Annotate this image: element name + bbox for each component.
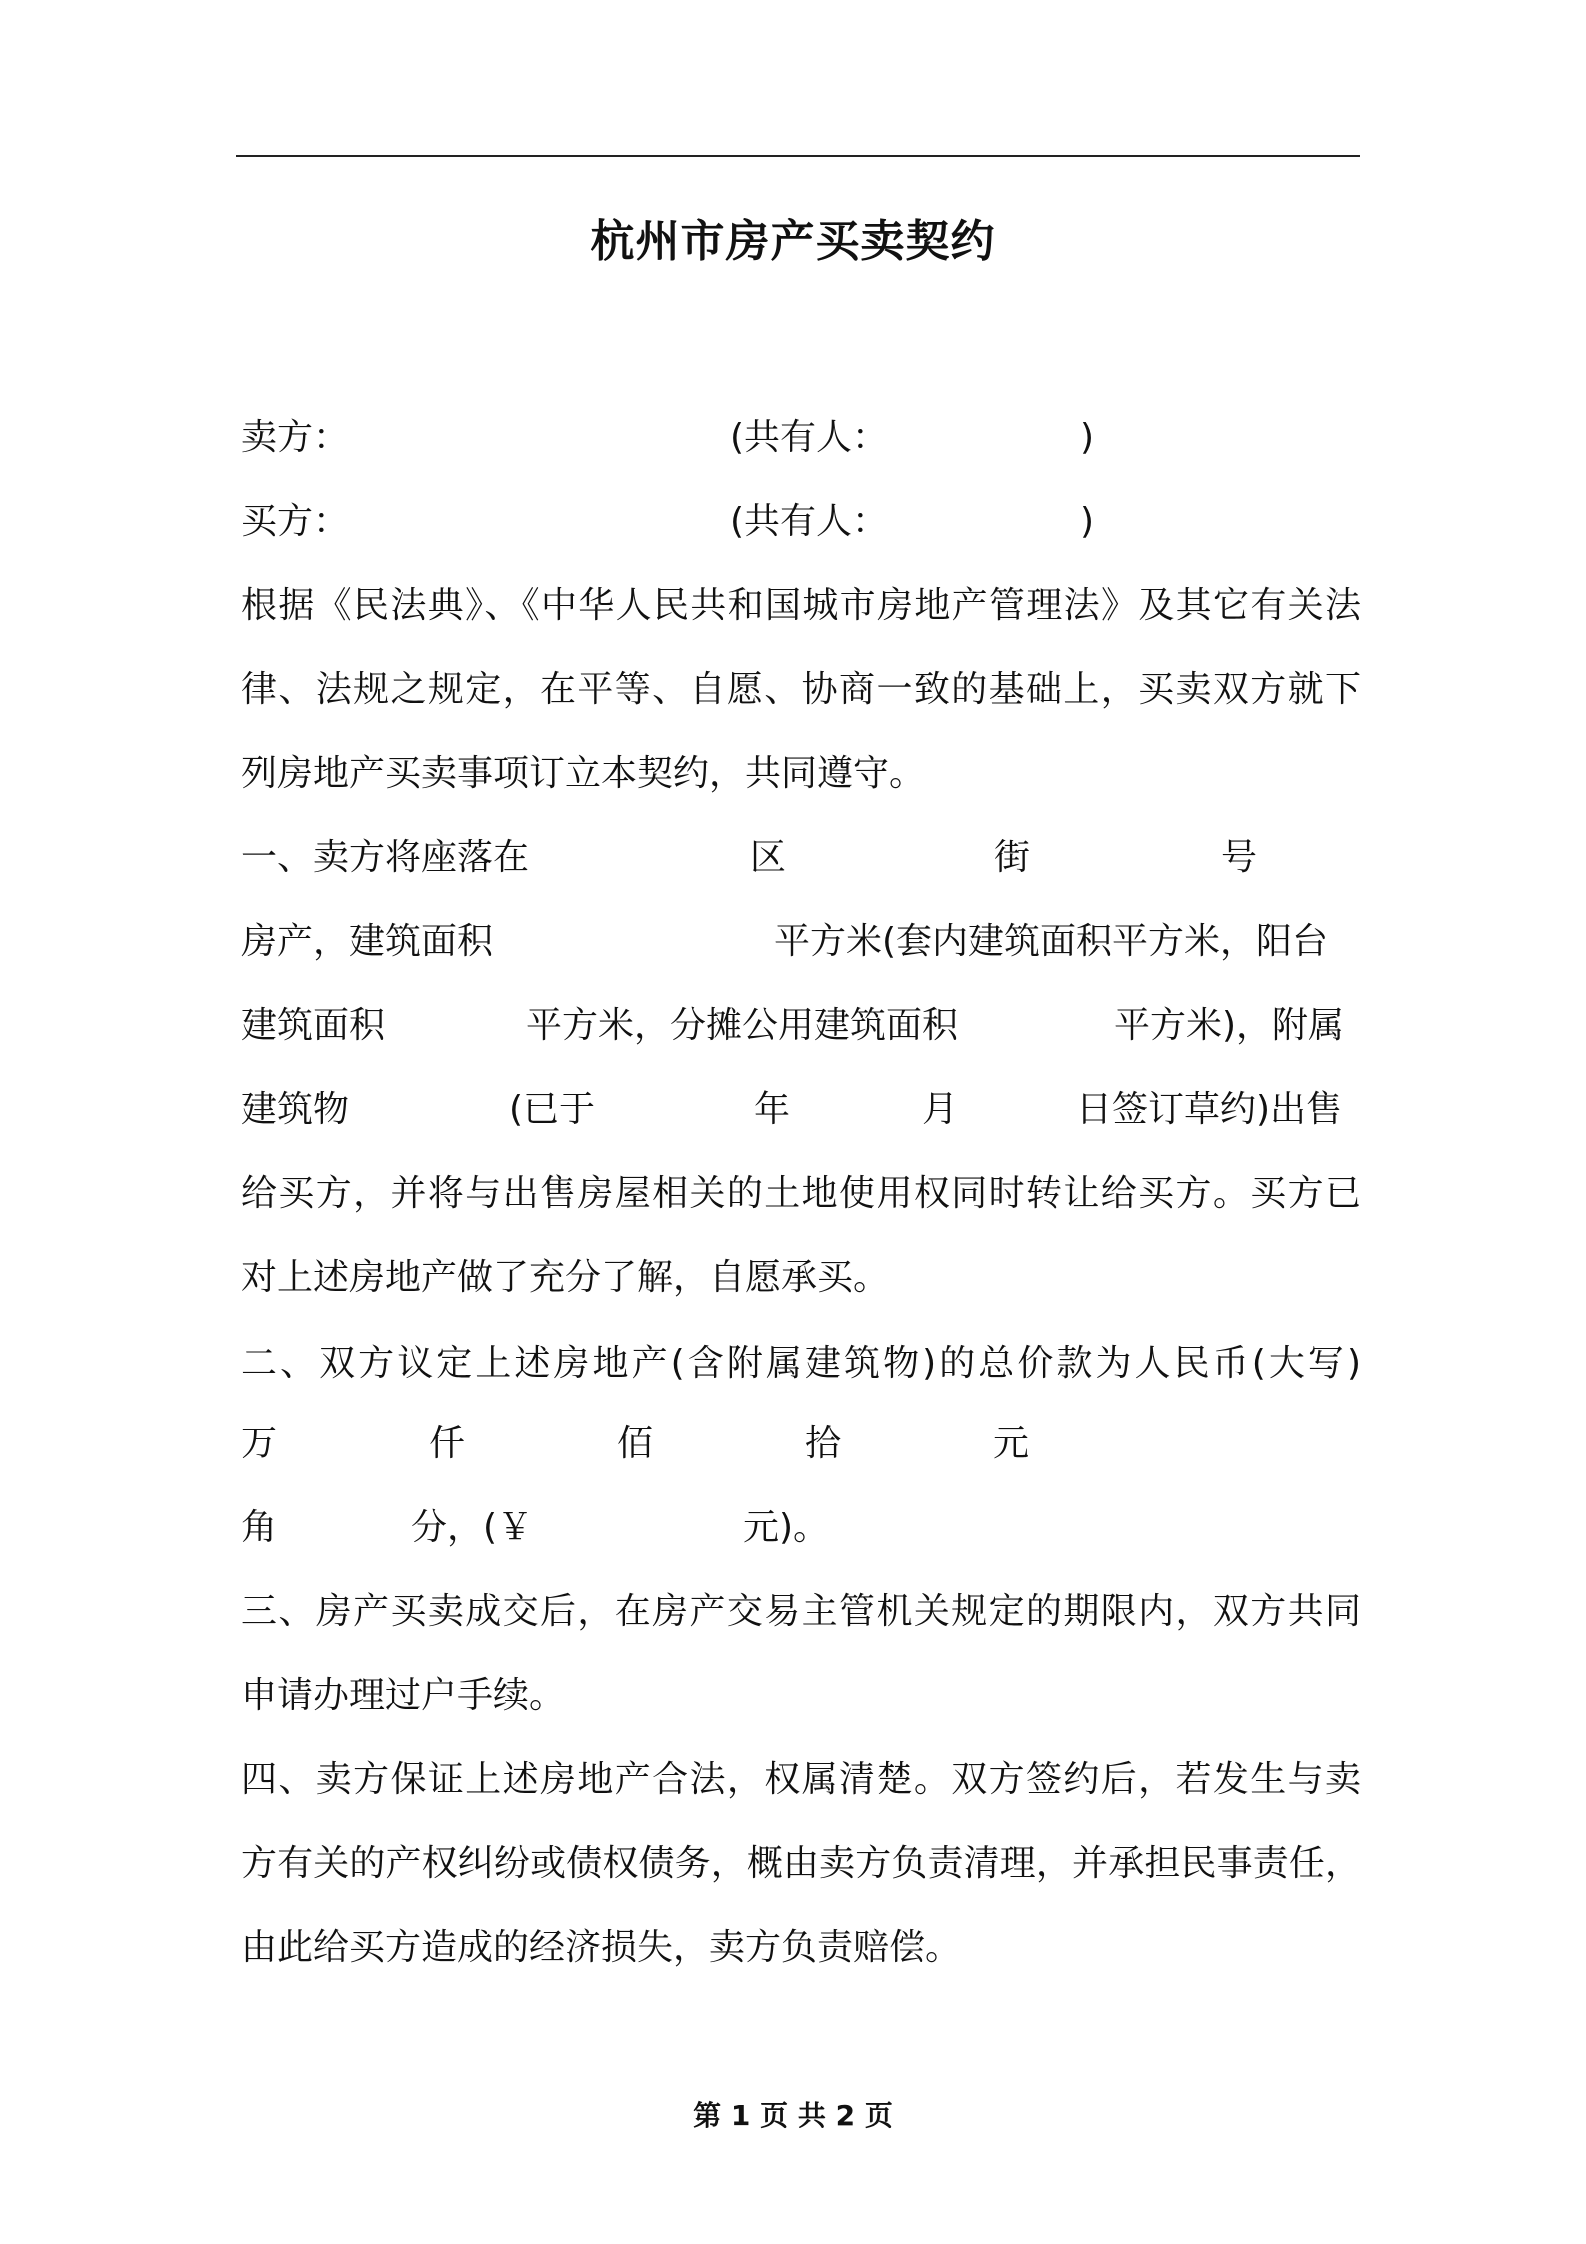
amount-yuan-close: 元)。 [743, 1507, 830, 1548]
buyer-label: 买方： [241, 501, 350, 542]
amount-yuan: 元 [993, 1423, 1030, 1464]
clause4-line-2 [241, 1834, 1361, 1894]
amount-qian: 仟 [429, 1423, 466, 1464]
clause4-line-1 [241, 1750, 1361, 1810]
clause4-text-1: 四、卖方保证上述房地产合法，权属清楚。双方签约后，若发生与卖 [241, 1759, 1363, 1800]
clause4-text-3: 由此给买方造成的经济损失，卖方负责赔偿。 [241, 1927, 962, 1968]
clause1-attached: 平方米)，附属 [1114, 1005, 1345, 1046]
clause3-text-2: 申请办理过户手续。 [241, 1675, 566, 1716]
clause1-number: 号 [1221, 837, 1258, 878]
amount-bai: 佰 [617, 1423, 654, 1464]
clause1-text-6: 对上述房地产做了充分了解，自愿承买。 [241, 1257, 890, 1298]
clause2-line-2 [241, 1414, 1361, 1474]
amount-jiao: 角 [241, 1507, 278, 1548]
preamble-text-2: 律、法规之规定，在平等、自愿、协商一致的基础上，买卖双方就下 [241, 669, 1363, 710]
page-footer: 第 1 页 共 2 页 [693, 2099, 893, 2132]
clause2-line-3 [241, 1498, 1361, 1558]
seller-label: 卖方： [241, 417, 350, 458]
clause3-line-2 [241, 1666, 1361, 1726]
seller-coowner-close: ) [1080, 417, 1095, 458]
preamble-text-1: 根据《民法典》、《中华人民共和国城市房地产管理法》及其它有关法 [241, 585, 1363, 626]
clause3-text-1: 三、房产买卖成交后，在房产交易主管机关规定的期限内，双方共同 [241, 1591, 1363, 1632]
header-rule [236, 155, 1360, 157]
clause1-day-sale: 日签订草约)出售 [1076, 1089, 1343, 1130]
clause1-draft-prefix: (已于 [509, 1089, 596, 1130]
clause1-year: 年 [754, 1089, 791, 1130]
seller-line [241, 408, 1361, 468]
clause1-month: 月 [922, 1089, 959, 1130]
buyer-line [241, 492, 1361, 552]
preamble-line-1 [241, 576, 1361, 636]
clause4-text-2: 方有关的产权纠纷或债权债务，概由卖方负责清理，并承担民事责任， [241, 1843, 1362, 1884]
clause1-street: 街 [994, 837, 1031, 878]
clause1-line-5 [241, 1164, 1361, 1224]
clause1-structures: 建筑物 [241, 1089, 350, 1130]
buyer-coowner-close: ) [1080, 501, 1095, 542]
clause1-location-label: 一、卖方将座落在 [241, 837, 530, 878]
buyer-coowner-open: (共有人： [730, 501, 889, 542]
amount-fen-yen: 分，(￥ [411, 1507, 534, 1548]
amount-shi: 拾 [805, 1423, 842, 1464]
preamble-text-3: 列房地产买卖事项订立本契约，共同遵守。 [241, 753, 926, 794]
clause1-line-3 [241, 996, 1361, 1056]
amount-wan: 万 [241, 1423, 278, 1464]
clause1-line-1 [241, 828, 1361, 888]
preamble-line-2 [241, 660, 1361, 720]
clause1-area-detail: 平方米(套内建筑面积平方米，阳台 [774, 921, 1329, 962]
seller-coowner-open: (共有人： [730, 417, 889, 458]
clause1-district: 区 [750, 837, 787, 878]
clause1-text-5: 给买方，并将与出售房屋相关的土地使用权同时转让给买方。买方已 [241, 1173, 1363, 1214]
clause1-line-6 [241, 1248, 1361, 1308]
clause1-shared-area: 平方米，分摊公用建筑面积 [526, 1005, 959, 1046]
clause1-area-label: 房产，建筑面积 [241, 921, 494, 962]
preamble-line-3 [241, 744, 1361, 804]
clause1-line-2 [241, 912, 1361, 972]
clause4-line-3 [241, 1918, 1361, 1978]
clause1-building-area: 建筑面积 [241, 1005, 386, 1046]
clause2-text-1: 二、双方议定上述房地产(含附属建筑物)的总价款为人民币(大写) [241, 1343, 1365, 1384]
clause3-line-1 [241, 1582, 1361, 1642]
clause1-line-4 [241, 1080, 1361, 1140]
document-title: 杭州市房产买卖契约 [590, 216, 996, 267]
clause2-line-1 [241, 1334, 1365, 1394]
